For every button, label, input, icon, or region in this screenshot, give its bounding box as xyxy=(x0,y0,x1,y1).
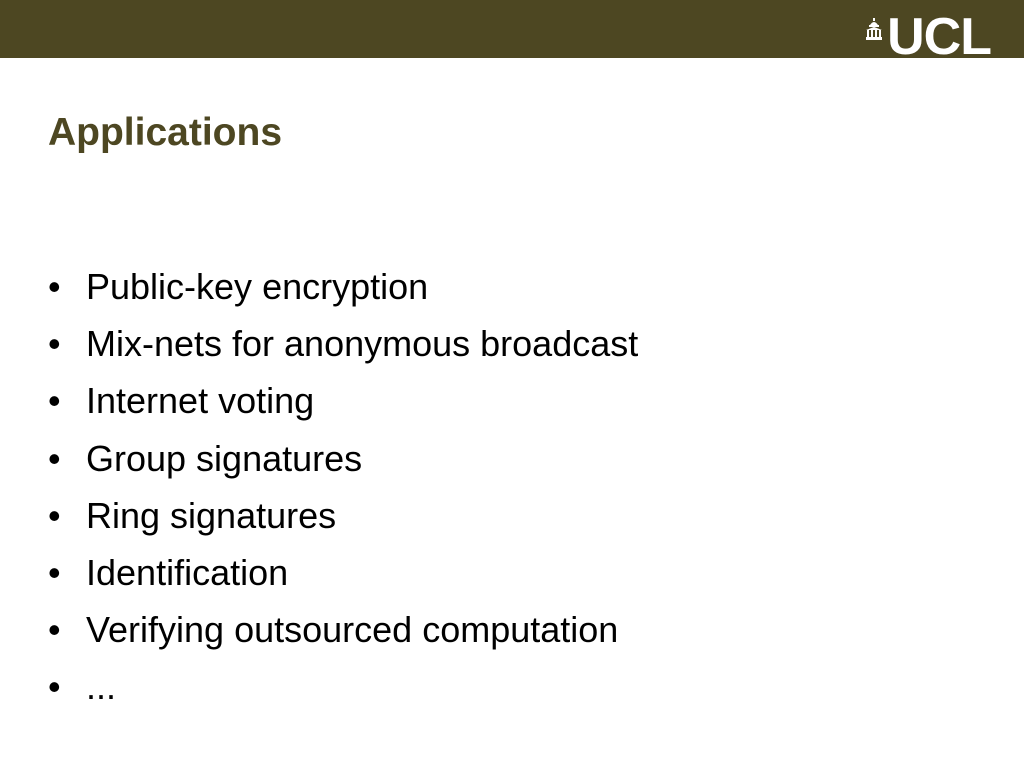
bullet-dot: • xyxy=(48,494,61,536)
bullet-text: Identification xyxy=(86,551,289,593)
bullet-item xyxy=(48,434,638,491)
bullet-item xyxy=(48,662,638,719)
slide-title: Applications xyxy=(48,111,283,154)
ucl-logo xyxy=(865,16,991,58)
header-band xyxy=(0,0,1024,58)
bullet-item xyxy=(48,319,638,376)
bullet-dot: • xyxy=(48,323,61,365)
portico-icon xyxy=(865,18,883,40)
bullet-item xyxy=(48,491,638,548)
bullet-dot: • xyxy=(48,609,61,651)
bullet-text: Ring signatures xyxy=(86,494,337,536)
bullet-text: Internet voting xyxy=(86,380,315,422)
bullet-list xyxy=(48,262,638,720)
ucl-logo-text: UCL xyxy=(887,16,991,58)
bullet-dot: • xyxy=(48,551,61,593)
bullet-text: ... xyxy=(86,666,117,708)
bullet-dot: • xyxy=(48,380,61,422)
bullet-item xyxy=(48,548,638,605)
bullet-text: Mix-nets for anonymous broadcast xyxy=(86,323,639,365)
bullet-item xyxy=(48,605,638,662)
bullet-dot: • xyxy=(48,266,61,307)
bullet-text: Verifying outsourced computation xyxy=(86,609,619,651)
bullet-dot: • xyxy=(48,666,61,708)
bullet-item xyxy=(48,262,638,319)
bullet-dot: • xyxy=(48,437,61,479)
bullet-text: Group signatures xyxy=(86,437,363,479)
bullet-text: Public-key encryption xyxy=(86,266,429,307)
bullet-item xyxy=(48,376,638,433)
